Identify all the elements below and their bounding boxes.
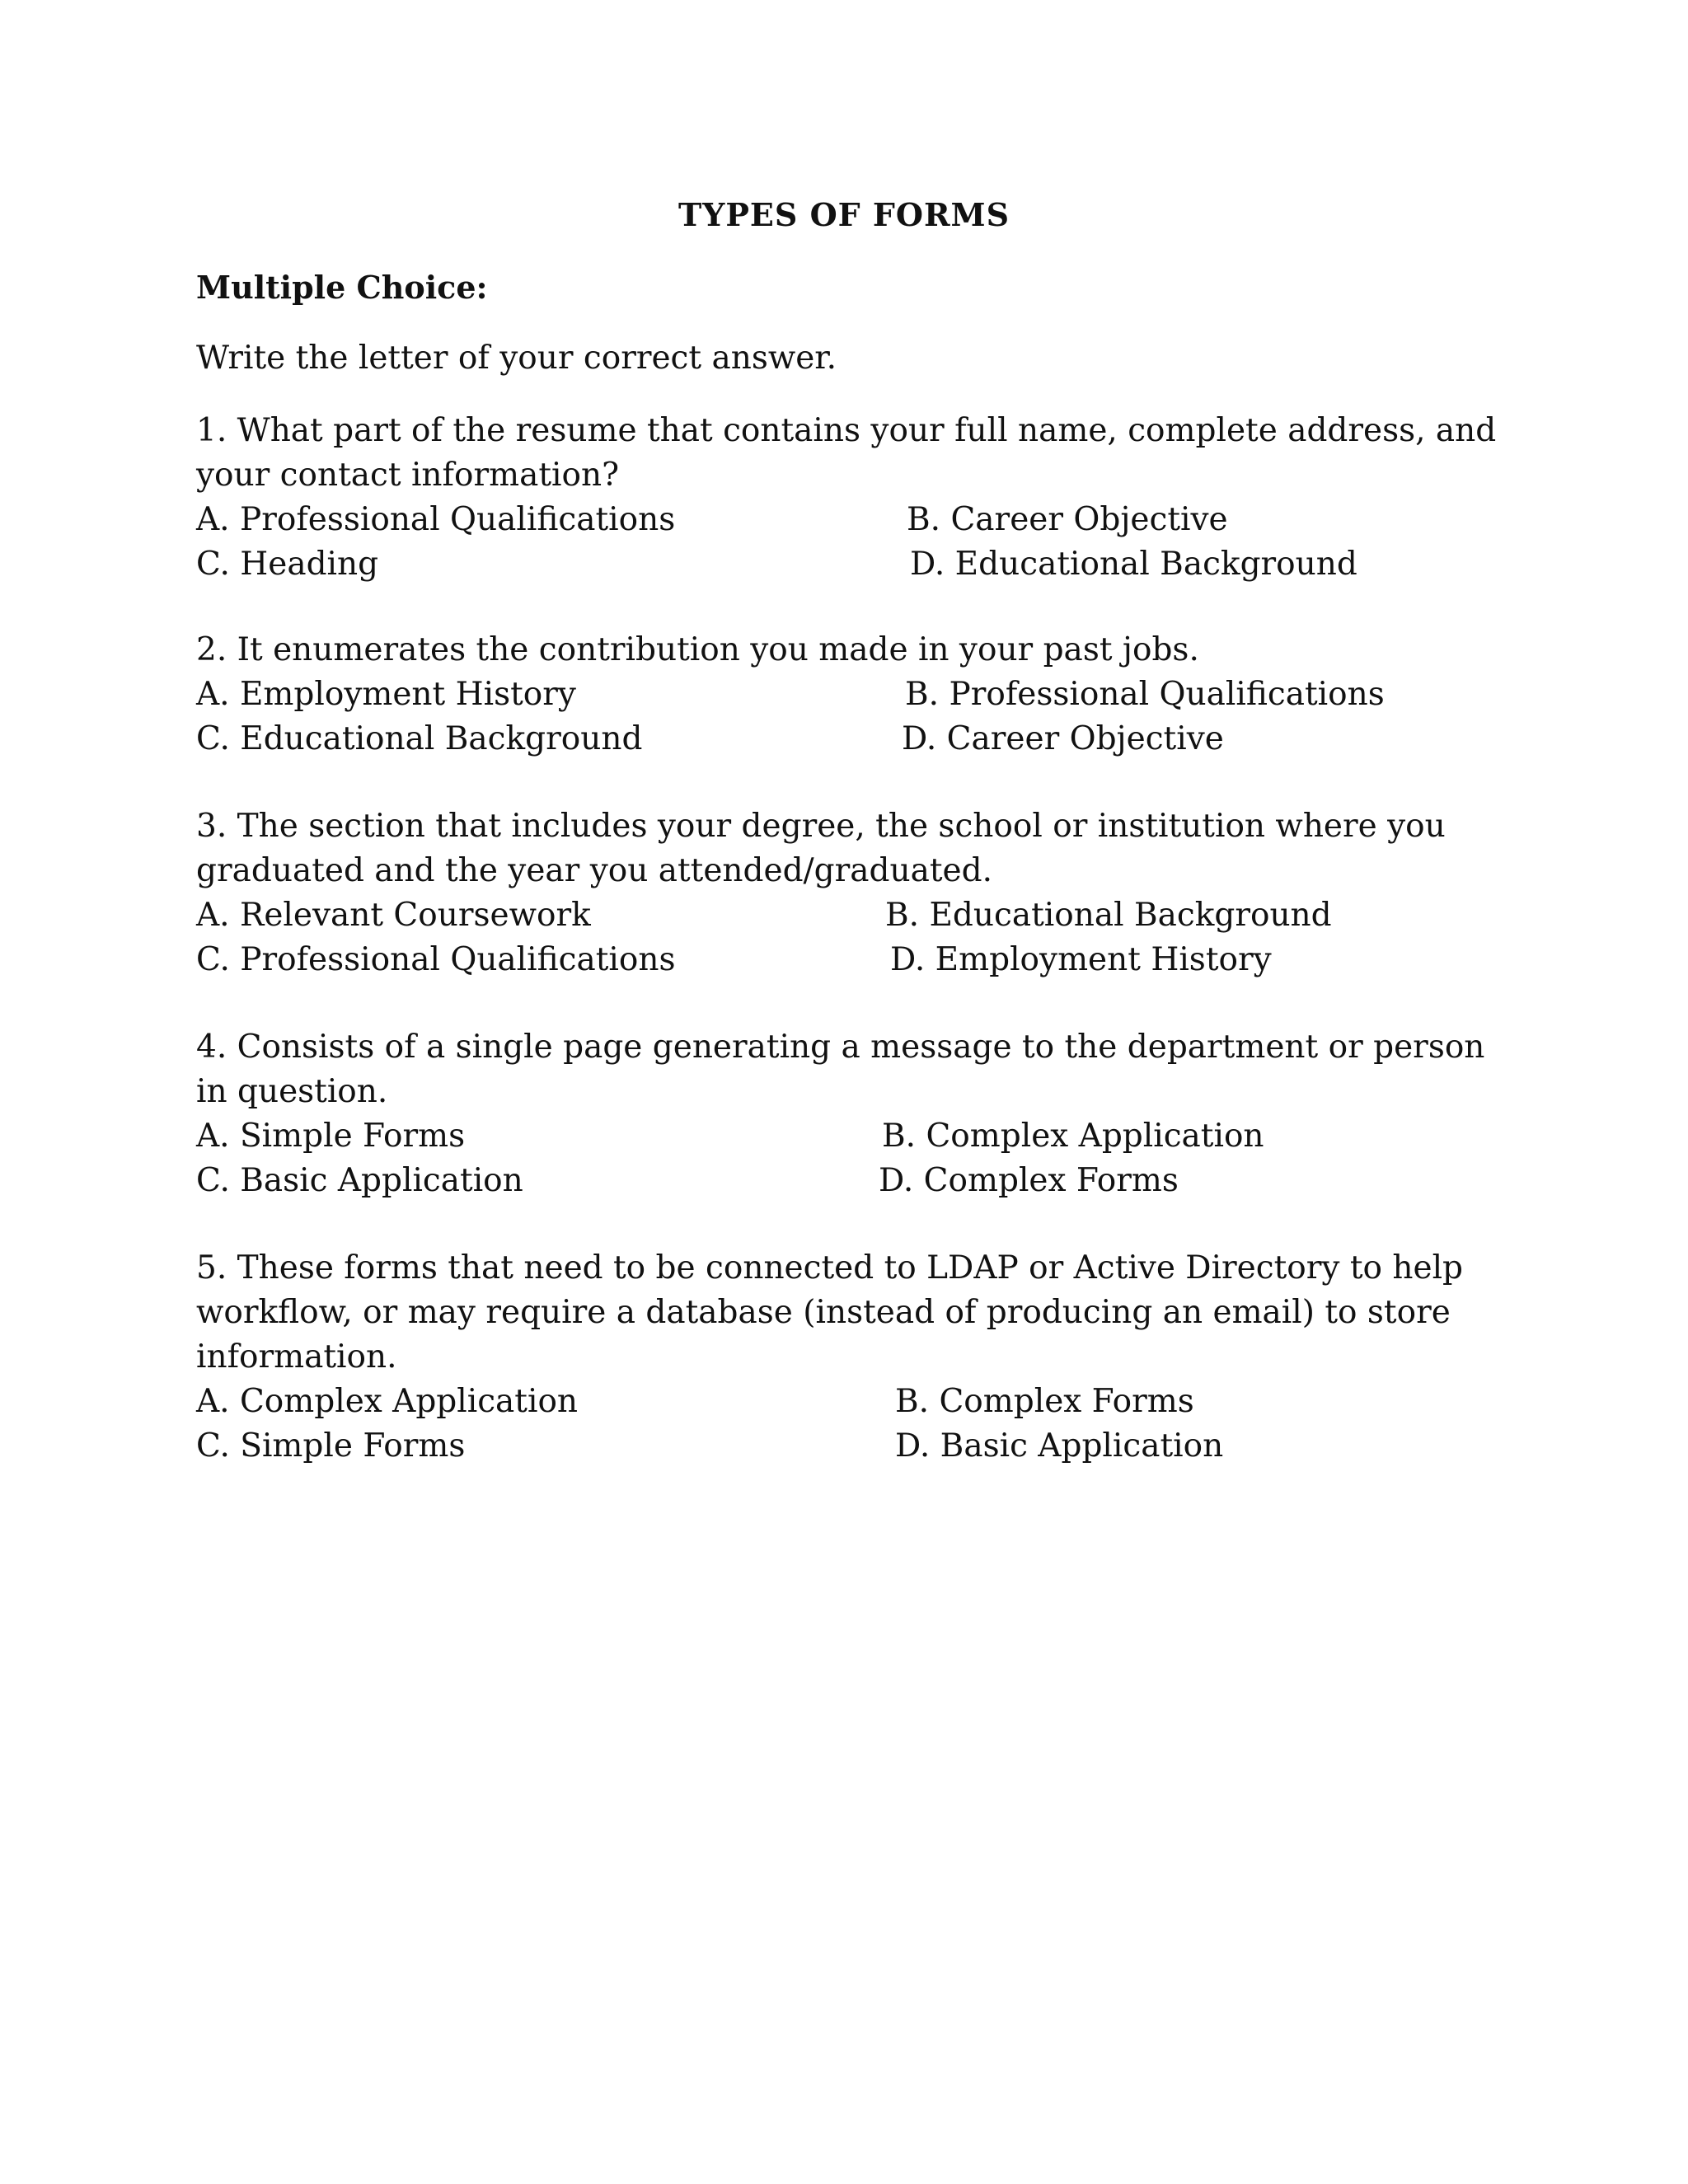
option-a: A. Relevant Coursework [196, 897, 591, 934]
page-title: TYPES OF FORMS [678, 196, 1010, 233]
option-d: D. Complex Forms [879, 1162, 1179, 1199]
question-2 [196, 628, 1498, 762]
option-c: C. Basic Application [196, 1162, 523, 1199]
option-b: B. Educational Background [885, 897, 1332, 934]
answer-options [196, 1380, 1498, 1469]
option-b: B. Career Objective [907, 501, 1228, 538]
answer-options [196, 673, 1498, 762]
option-c: C. Professional Qualifications [196, 941, 676, 978]
option-d: D. Career Objective [902, 720, 1224, 757]
option-c: C. Heading [196, 546, 379, 583]
answer-options [196, 498, 1498, 587]
question-text: 1. What part of the resume that contains your full name, complete address, and your contact information? [196, 412, 1497, 494]
question-1 [196, 409, 1498, 587]
question-3 [196, 804, 1498, 982]
option-b: B. Professional Qualifications [905, 676, 1385, 713]
question-text: 2. It enumerates the contribution you made in your past jobs. [196, 631, 1199, 668]
question-4 [196, 1025, 1498, 1203]
option-c: C. Simple Forms [196, 1427, 466, 1465]
question-5 [196, 1246, 1498, 1469]
option-a: A. Simple Forms [196, 1118, 466, 1155]
option-b: B. Complex Application [882, 1118, 1264, 1155]
option-d: D. Basic Application [895, 1427, 1224, 1465]
option-a: A. Employment History [196, 676, 576, 713]
option-a: A. Professional Qualifications [196, 501, 676, 538]
answer-options [196, 893, 1498, 982]
option-d: D. Employment History [890, 941, 1272, 978]
question-text: 3. The section that includes your degree, the school or institution where you graduated and the year you attended/graduated. [196, 808, 1446, 889]
question-text: 5. These forms that need to be connected to LDAP or Active Directory to help workflow, or may require a database (instead of producing an email) to store information. [196, 1249, 1464, 1376]
section-heading: Multiple Choice: [196, 269, 488, 306]
answer-options [196, 1114, 1498, 1203]
option-c: C. Educational Background [196, 720, 643, 757]
question-text: 4. Consists of a single page generating a message to the department or person in question. [196, 1029, 1485, 1110]
option-a: A. Complex Application [196, 1383, 579, 1420]
instruction-text: Write the letter of your correct answer. [196, 340, 837, 377]
option-d: D. Educational Background [910, 546, 1357, 583]
option-b: B. Complex Forms [895, 1383, 1194, 1420]
